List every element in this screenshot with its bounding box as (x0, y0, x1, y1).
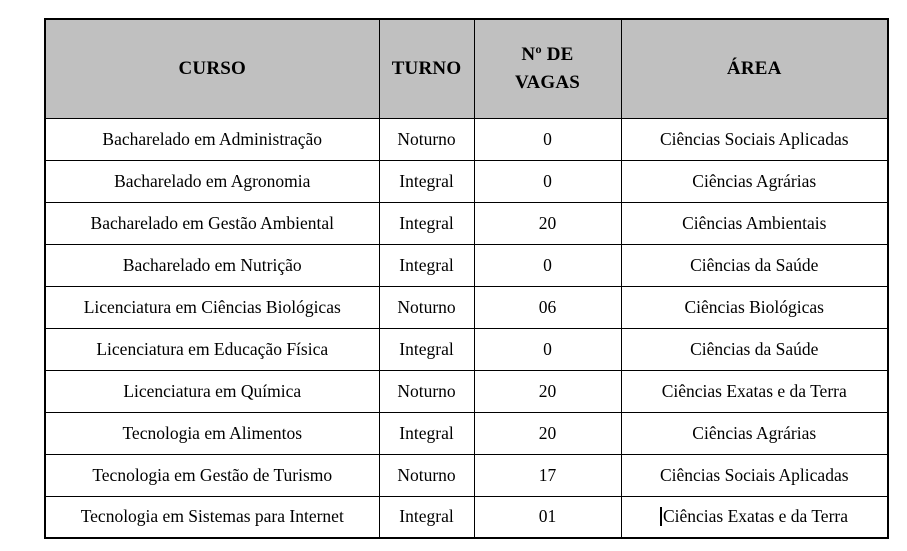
table-row (45, 496, 888, 538)
cell-curso: Bacharelado em Administração (45, 118, 379, 160)
table-row (45, 244, 888, 286)
cell-curso: Tecnologia em Sistemas para Internet (45, 496, 379, 538)
cell-vagas: 0 (474, 160, 621, 202)
header-curso: CURSO (45, 19, 379, 118)
cell-turno: Integral (379, 202, 474, 244)
table-row (45, 286, 888, 328)
cell-curso: Licenciatura em Ciências Biológicas (45, 286, 379, 328)
cell-vagas: 20 (474, 412, 621, 454)
cell-area (621, 496, 888, 538)
cell-vagas: 0 (474, 328, 621, 370)
table-row (45, 118, 888, 160)
cell-turno: Noturno (379, 370, 474, 412)
cell-area: Ciências Sociais Aplicadas (621, 118, 888, 160)
cell-curso: Bacharelado em Nutrição (45, 244, 379, 286)
cell-turno: Noturno (379, 454, 474, 496)
cell-vagas: 20 (474, 370, 621, 412)
cell-vagas: 01 (474, 496, 621, 538)
cell-curso: Bacharelado em Gestão Ambiental (45, 202, 379, 244)
cell-turno: Integral (379, 412, 474, 454)
cell-vagas: 0 (474, 244, 621, 286)
cell-area: Ciências Sociais Aplicadas (621, 454, 888, 496)
text-caret (660, 507, 662, 526)
header-vagas: Nº DE VAGAS (474, 19, 621, 118)
courses-vacancies-table (44, 18, 889, 539)
cell-turno: Integral (379, 496, 474, 538)
cell-curso: Tecnologia em Gestão de Turismo (45, 454, 379, 496)
table-row (45, 370, 888, 412)
table-row (45, 328, 888, 370)
cell-vagas: 20 (474, 202, 621, 244)
cell-area-text: Ciências Exatas e da Terra (662, 506, 849, 527)
cell-curso: Bacharelado em Agronomia (45, 160, 379, 202)
table-row (45, 412, 888, 454)
cell-area: Ciências Exatas e da Terra (621, 370, 888, 412)
table-row (45, 454, 888, 496)
cell-area: Ciências Ambientais (621, 202, 888, 244)
cell-area: Ciências Agrárias (621, 412, 888, 454)
cell-area: Ciências da Saúde (621, 244, 888, 286)
cell-curso: Tecnologia em Alimentos (45, 412, 379, 454)
cell-area: Ciências Agrárias (621, 160, 888, 202)
table-row (45, 202, 888, 244)
cell-turno: Noturno (379, 286, 474, 328)
cell-vagas: 17 (474, 454, 621, 496)
cell-vagas: 06 (474, 286, 621, 328)
cell-turno: Integral (379, 160, 474, 202)
cell-turno: Noturno (379, 118, 474, 160)
table-row (45, 160, 888, 202)
cell-curso: Licenciatura em Educação Física (45, 328, 379, 370)
header-turno: TURNO (379, 19, 474, 118)
header-area: ÁREA (621, 19, 888, 118)
cell-vagas: 0 (474, 118, 621, 160)
cell-area: Ciências Biológicas (621, 286, 888, 328)
cell-area: Ciências da Saúde (621, 328, 888, 370)
cell-turno: Integral (379, 328, 474, 370)
cell-turno: Integral (379, 244, 474, 286)
table-header-row (45, 19, 888, 118)
cell-curso: Licenciatura em Química (45, 370, 379, 412)
